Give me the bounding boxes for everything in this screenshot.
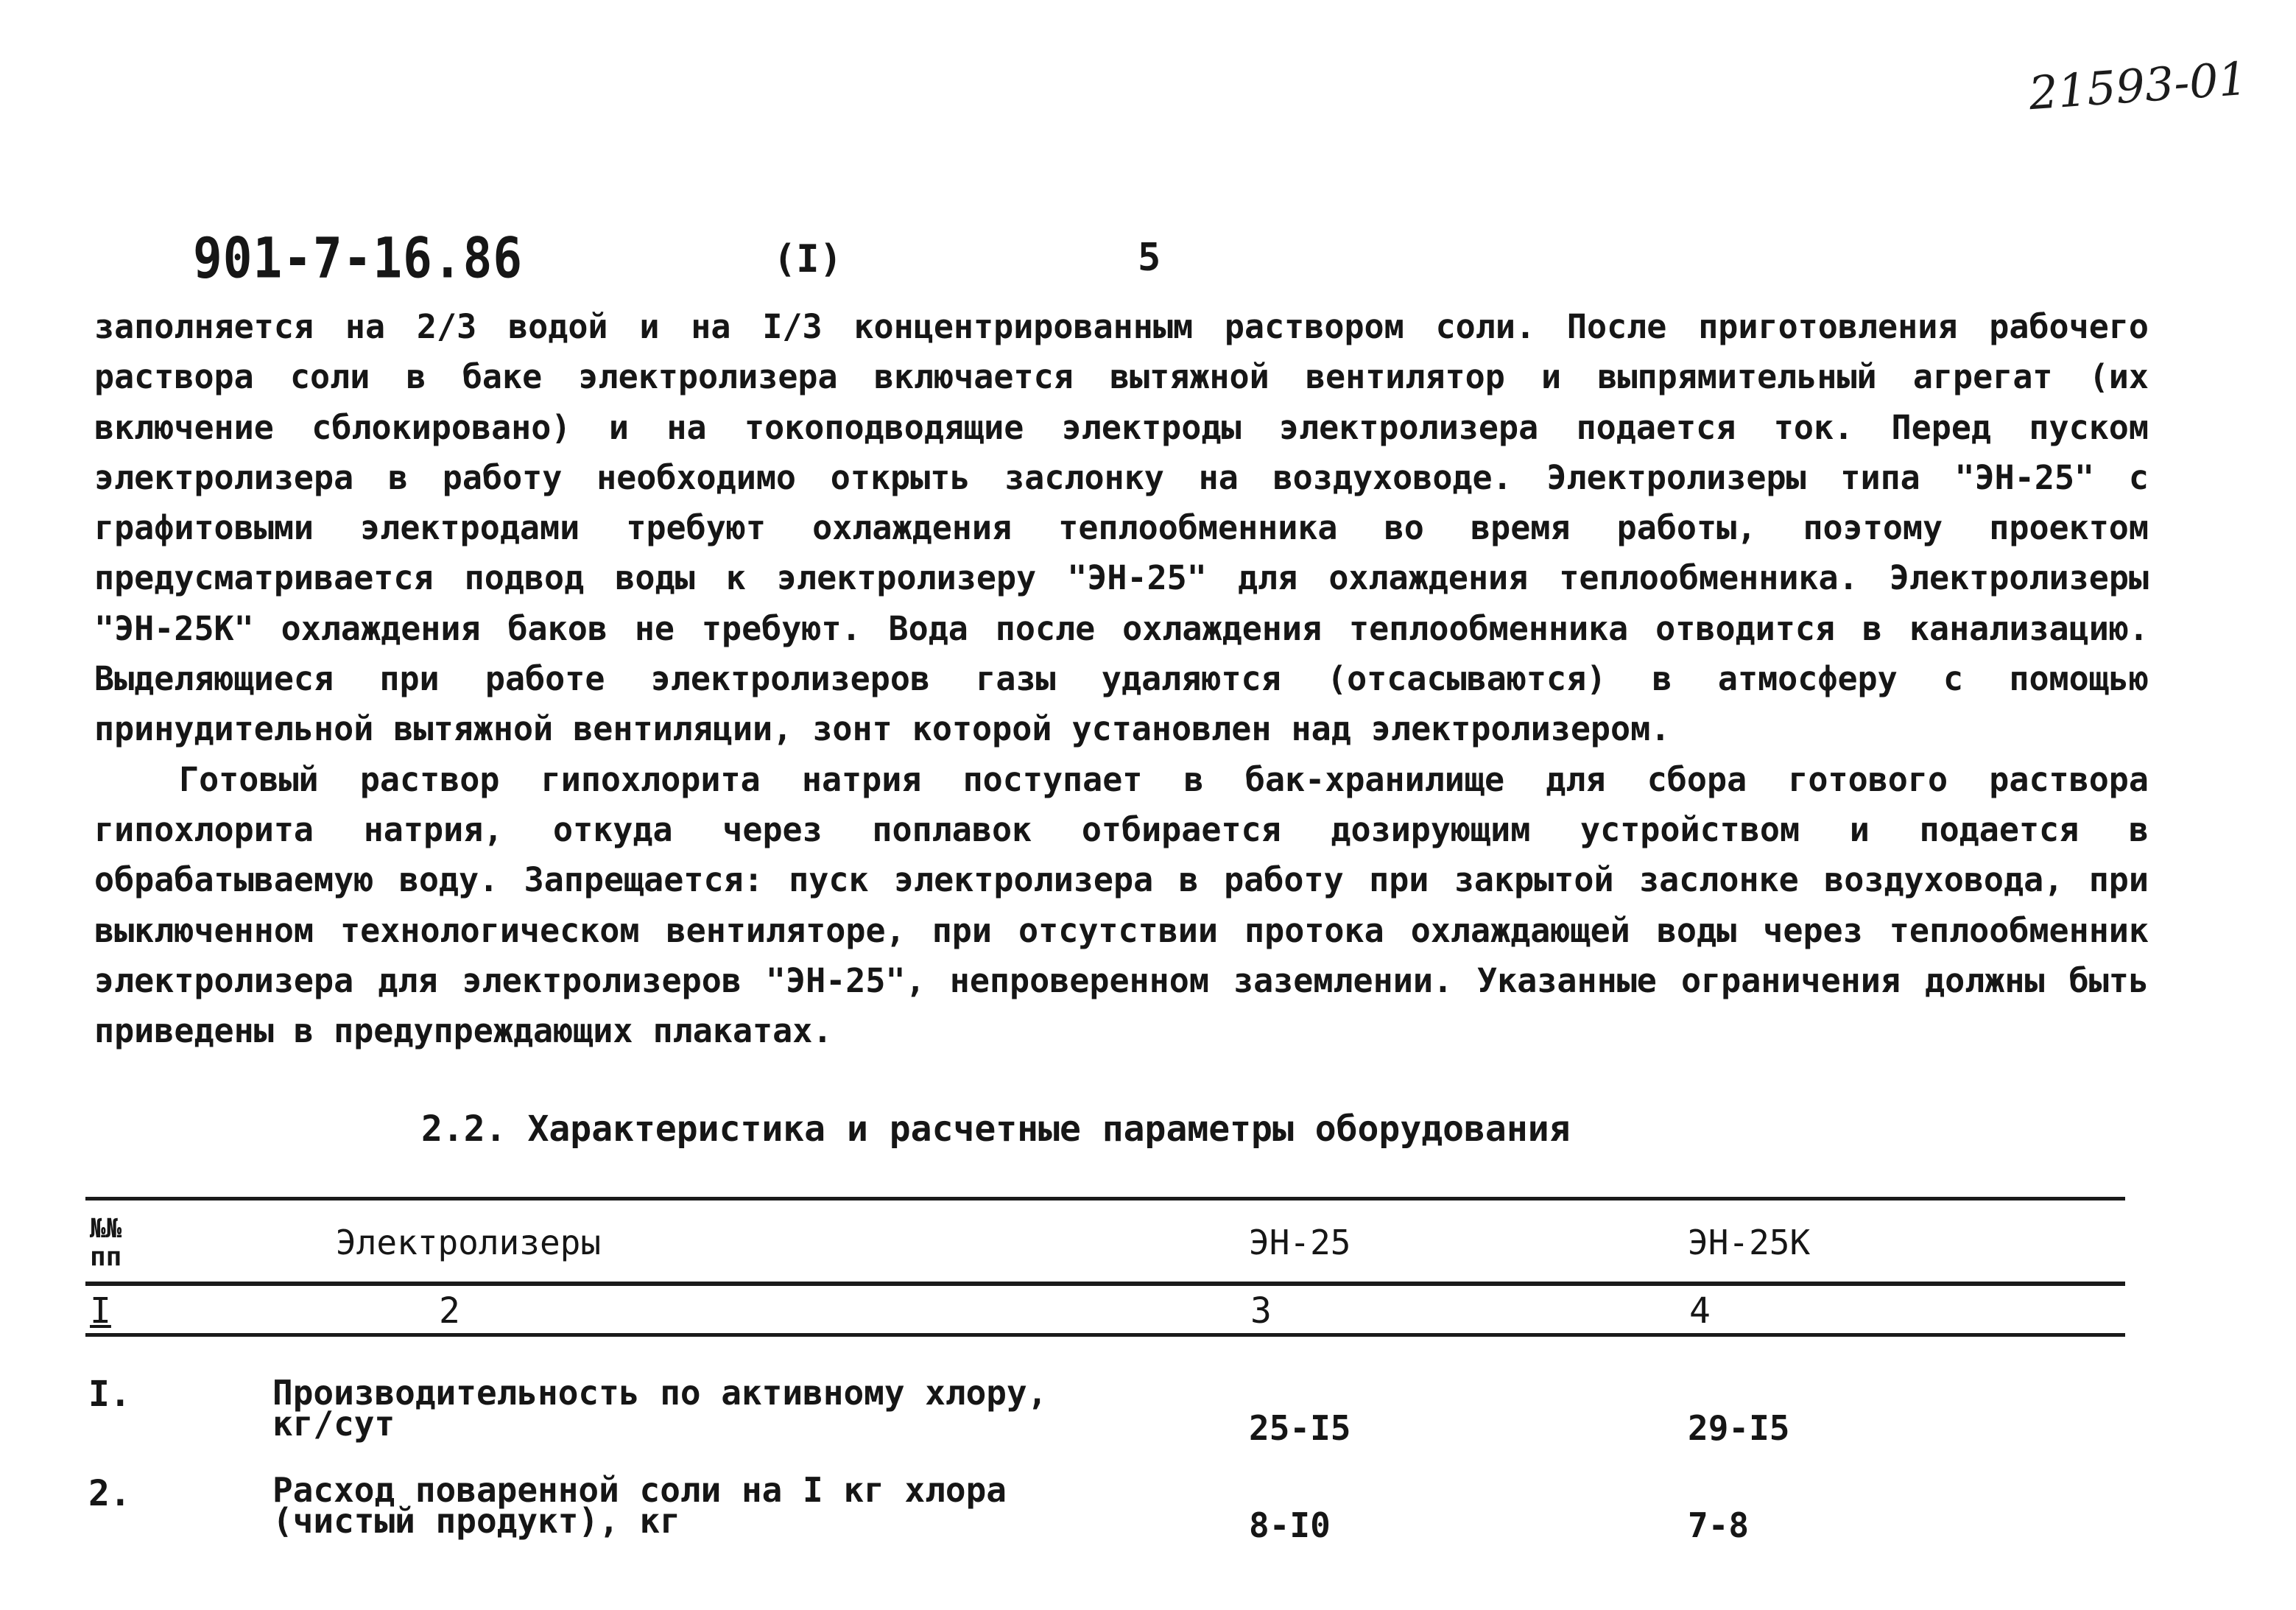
table-index-rule bbox=[85, 1333, 2125, 1337]
table-top-rule bbox=[85, 1197, 2125, 1201]
row-2-name bbox=[272, 1470, 1200, 1541]
document-code: 901-7-16.86 bbox=[193, 225, 524, 291]
row-1-name-line2: кг/сут bbox=[272, 1404, 395, 1444]
row-2-en25: 8-I0 bbox=[1249, 1505, 1331, 1545]
row-1-number: I. bbox=[88, 1374, 131, 1415]
paragraph-2: Готовый раствор гипохлорита натрия поступает в бак-хранилище для сбора готового раствора гипохлорита натрия, откуда через поплавок отбирается дозирующим устройством и подается в обрабатываемую воду. Запрещается: пуск электролизера в работу при закрытой заслонке воздуховода, при выключенном технологическом вентиляторе, при отсутствии протока охлаждающей воды через теплообменник электролизера для электролизеров "ЭН-25", непроверенном заземлении. Указанные ограничения должны быть приведены в предупреждающих плакатах. bbox=[94, 759, 2149, 1051]
row-1-en25: 25-I5 bbox=[1249, 1408, 1351, 1448]
section-title: 2.2. Характеристика и расчетные параметры оборудования bbox=[421, 1108, 1571, 1150]
row-1-name bbox=[272, 1373, 1200, 1444]
body-text bbox=[94, 302, 2149, 1056]
row-2-name-line2: (чистый продукт), кг bbox=[272, 1501, 680, 1541]
row-2-name-line1: Расход поваренной соли на I кг хлора bbox=[272, 1470, 1007, 1510]
index-cell-1: I bbox=[90, 1290, 111, 1332]
row-2-number: 2. bbox=[88, 1473, 131, 1514]
row-1-name-line1: Производительность по активному хлору, bbox=[272, 1373, 1048, 1413]
page-number: 5 bbox=[1138, 236, 1161, 280]
index-cell-3: 3 bbox=[1250, 1290, 1272, 1332]
header-en25k: ЭН-25К bbox=[1688, 1223, 1811, 1262]
header-number bbox=[90, 1215, 122, 1271]
header-number-line1: №№ bbox=[90, 1214, 122, 1244]
part-label: (I) bbox=[773, 237, 842, 281]
row-2-en25k: 7-8 bbox=[1688, 1505, 1750, 1545]
table-header-rule bbox=[85, 1282, 2125, 1286]
index-cell-4: 4 bbox=[1689, 1290, 1711, 1332]
handwritten-number: 21593-01 bbox=[2026, 51, 2250, 121]
header-name: Электролизеры bbox=[336, 1223, 602, 1262]
header-en25: ЭН-25 bbox=[1249, 1223, 1351, 1262]
header-number-line2: пп bbox=[90, 1242, 122, 1272]
row-1-en25k: 29-I5 bbox=[1688, 1408, 1790, 1448]
index-cell-2: 2 bbox=[439, 1290, 460, 1332]
paragraph-1: заполняется на 2/3 водой и на I/3 концентрированным раствором соли. После приготовления рабочего раствора соли в баке электролизера включается вытяжной вентилятор и выпрямительный агрегат (их включение сблокировано) и на токоподводящие электроды электролизера подается ток. Перед пуском электролизера в работу необходимо открыть заслонку на воздуховоде. Электролизеры типа "ЭН-25" с графитовыми электродами требуют охлаждения теплообменника во время работы, поэтому проектом предусматривается подвод воды к электролизеру "ЭН-25" для охлаждения теплообменника. Электролизеры "ЭН-25К" охлаждения баков не требуют. Вода после охлаждения теплообменника отводится в канализацию. Выделяющиеся при работе электролизеров газы удаляются (отсасываются) в атмосферу с помощью принудительной вытяжной вентиляции, зонт которой установлен над электролизером. bbox=[94, 307, 2149, 749]
